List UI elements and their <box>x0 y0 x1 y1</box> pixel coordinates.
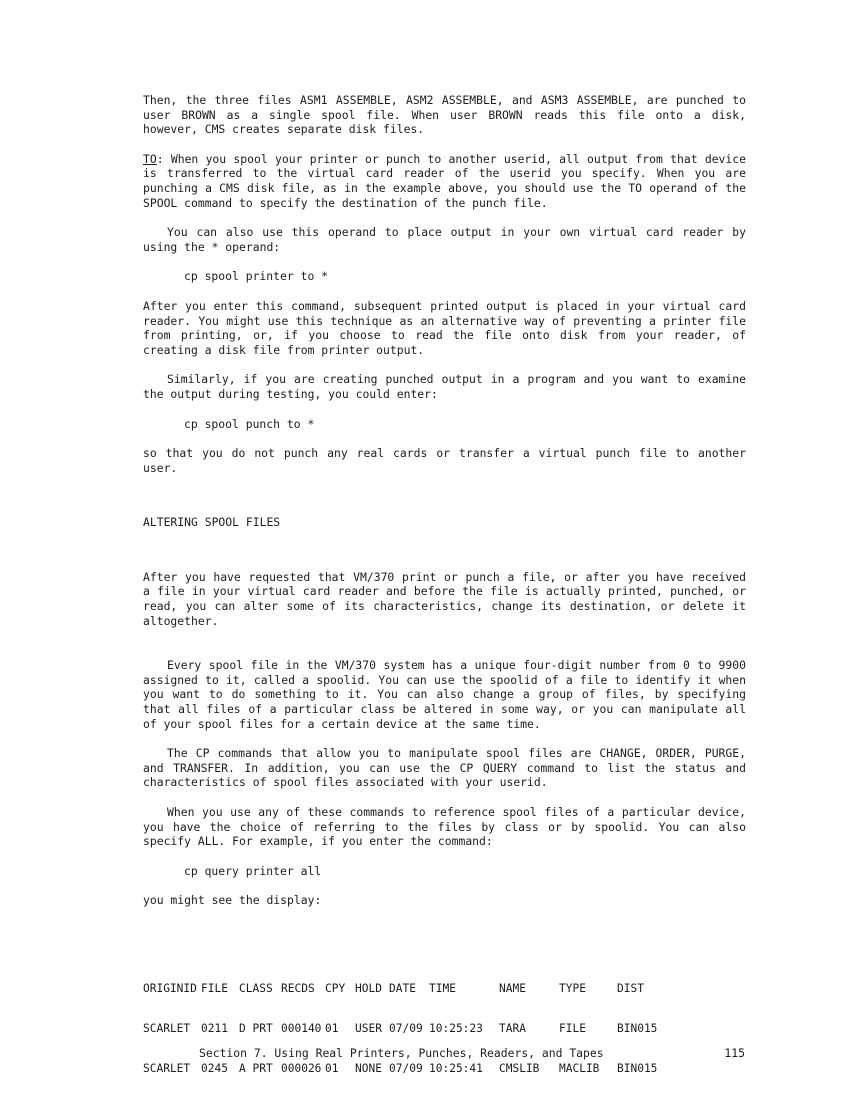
table-cell: SCARLET <box>143 1062 191 1076</box>
paragraph-spoolid: Every spool file in the VM/370 system has a unique four-digit number from 0 to 9900 assigned to it, called a spoolid. You can use the spoolid of a file to identify it when you want to do something to it. You can also change a group of files, by specifying that all files of a particular class be altered in some way, or you can manipulate all of your spool files for a certain device at the same time. <box>143 658 746 731</box>
table-cell: BIN015 <box>617 1022 658 1035</box>
table-cell: MACLIB <box>559 1062 600 1076</box>
column-header: CLASS <box>239 981 273 995</box>
paragraph-to-operand <box>143 152 746 210</box>
to-operand-label: TO <box>143 151 157 166</box>
table-cell: 07/09 <box>389 1022 423 1035</box>
table-cell: 10:25:41 <box>429 1062 483 1076</box>
page-body <box>143 93 746 1102</box>
paragraph-reference-files: When you use any of these commands to reference spool files of a particular device, you have the choice of referring to the files by class or by spoolid. You can also specify ALL. For example, if you enter the command: <box>143 805 746 849</box>
column-header: RECDS <box>281 981 315 995</box>
table-row <box>143 1062 746 1075</box>
table-cell: NONE <box>355 1062 382 1076</box>
table-cell: D PRT <box>239 1022 273 1035</box>
paragraph-cp-commands: The CP commands that allow you to manipulate spool files are CHANGE, ORDER, PURGE, and TRANSFER. In addition, you can use the CP QUERY command to list the status and characteristics of spool files associated with your userid. <box>143 746 746 790</box>
table-cell: A PRT <box>239 1062 273 1076</box>
table-cell: 000026 <box>281 1062 322 1076</box>
table-cell: 07/09 <box>389 1062 423 1076</box>
page-footer <box>199 1046 745 1060</box>
footer-section-title: Section 7. Using Real Printers, Punches, Readers, and Tapes <box>199 1046 604 1060</box>
table-cell: USER <box>355 1022 382 1035</box>
table-row <box>143 1022 746 1035</box>
to-operand-text: : When you spool your printer or punch to another userid, all output from that device is transferred to the virtual card reader of the userid you specify. When you are punching a CMS disk file, as in the example above, you should use the TO operand of the SPOOL command to specify the destination of the punch file. <box>143 151 746 210</box>
column-header: CPY <box>325 981 346 995</box>
section-heading: ALTERING SPOOL FILES <box>143 515 281 530</box>
command-spool-printer: cp spool printer to * <box>184 269 329 284</box>
column-header: TYPE <box>559 981 586 995</box>
command-spool-punch: cp spool punch to * <box>184 416 315 431</box>
command-query-printer: cp query printer all <box>184 863 322 878</box>
table-cell: CMSLIB <box>499 1062 540 1076</box>
table-cell: TARA <box>499 1022 526 1035</box>
table-header-row <box>143 982 746 995</box>
table-cell: 0245 <box>201 1062 228 1076</box>
table-cell: 0211 <box>201 1022 228 1035</box>
table-cell: BIN015 <box>617 1062 658 1076</box>
column-header: DATE <box>389 981 416 995</box>
footer-page-number: 115 <box>724 1046 745 1060</box>
table-cell: 01 <box>325 1022 339 1035</box>
column-header: DIST <box>617 981 644 995</box>
column-header: FILE <box>201 981 228 995</box>
paragraph-altering-intro: After you have requested that VM/370 print or punch a file, or after you have received a file in your virtual card reader and before the file is actually printed, punched, or read, you can alter some of its characteristics, change its destination, or delete it altogether. <box>143 569 746 628</box>
column-header: TIME <box>429 981 456 995</box>
paragraph-display-intro: you might see the display: <box>143 893 322 908</box>
paragraph-punched-output: Similarly, if you are creating punched output in a program and you want to examine the output during testing, you could enter: <box>143 372 746 401</box>
table-cell: SCARLET <box>143 1022 191 1035</box>
table-cell: 10:25:23 <box>429 1022 483 1035</box>
column-header: ORIGINID <box>143 981 197 995</box>
table-cell: 01 <box>325 1062 339 1076</box>
column-header: HOLD <box>355 981 382 995</box>
table-cell: FILE <box>559 1022 586 1035</box>
table-cell: 000140 <box>281 1022 322 1035</box>
spool-query-output <box>143 955 746 1102</box>
paragraph-own-reader: You can also use this operand to place output in your own virtual card reader by using the * operand: <box>143 225 746 254</box>
paragraph-after-command: After you enter this command, subsequent printed output is placed in your virtual card reader. You might use this technique as an alternative way of preventing a printer file from printing, or, if you choose to read the file onto disk from your reader, of creating a disk file from printer output. <box>143 298 746 357</box>
paragraph-punch-result: Then, the three files ASM1 ASSEMBLE, ASM2 ASSEMBLE, and ASM3 ASSEMBLE, are punched to user BROWN as a single spool file. When user BROWN reads this file onto a disk, however, CMS creates separate disk files. <box>143 93 746 137</box>
column-header: NAME <box>499 981 526 995</box>
paragraph-no-real-cards: so that you do not punch any real cards or transfer a virtual punch file to another user. <box>143 446 746 475</box>
